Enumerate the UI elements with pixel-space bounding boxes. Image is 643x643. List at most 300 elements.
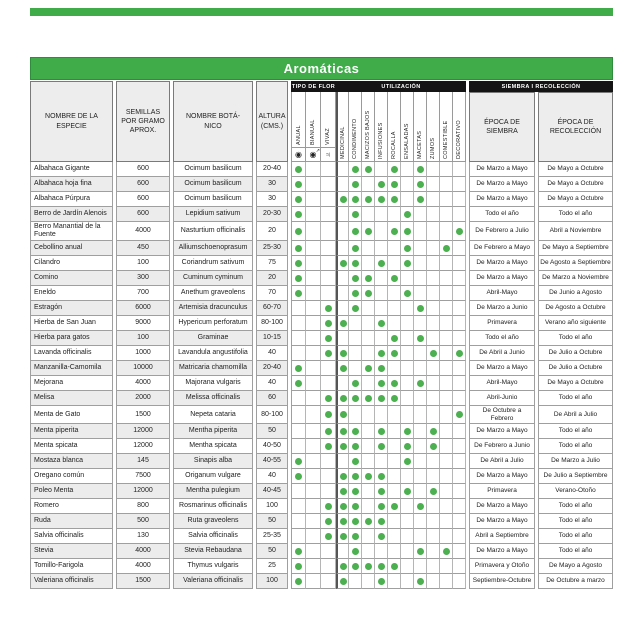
dot-cell bbox=[349, 222, 362, 241]
dot-cell bbox=[306, 271, 321, 286]
dot-cell bbox=[306, 406, 321, 424]
dot-cell bbox=[362, 484, 375, 499]
species-name-cell bbox=[30, 544, 113, 559]
dot-cell bbox=[427, 177, 440, 192]
presence-dot bbox=[340, 518, 347, 525]
dot-cell bbox=[440, 346, 453, 361]
dot-cell bbox=[401, 454, 414, 469]
seeds-per-gram-cell bbox=[116, 391, 170, 406]
seeds-per-gram-cell bbox=[116, 346, 170, 361]
seeds-per-gram-cell bbox=[116, 514, 170, 529]
species-name-cell bbox=[30, 376, 113, 391]
presence-dot bbox=[365, 275, 372, 282]
dot-cell bbox=[414, 424, 427, 439]
dot-cell bbox=[306, 559, 321, 574]
harvest-season-cell bbox=[538, 316, 613, 331]
dot-cell bbox=[321, 499, 336, 514]
sowing-season-cell bbox=[469, 222, 535, 241]
dot-cell bbox=[291, 529, 306, 544]
height-cell bbox=[256, 529, 288, 544]
presence-dot bbox=[365, 395, 372, 402]
util-column-label: DECORATIVO bbox=[456, 120, 462, 159]
col-header-botanical: NOMBRE BOTÁ-NICO bbox=[173, 81, 253, 162]
presence-dot bbox=[391, 196, 398, 203]
harvest-season-cell-text: De Julio a Octubre bbox=[548, 349, 603, 357]
presence-dot bbox=[404, 428, 411, 435]
presence-dot bbox=[378, 563, 385, 570]
dot-cell bbox=[440, 192, 453, 207]
dot-cell bbox=[401, 514, 414, 529]
presence-dot bbox=[365, 518, 372, 525]
dot-cell bbox=[453, 192, 466, 207]
dot-cell bbox=[362, 241, 375, 256]
seeds-per-gram-cell-text: 12000 bbox=[133, 442, 153, 449]
presence-dot bbox=[352, 260, 359, 267]
presence-dot bbox=[340, 473, 347, 480]
table-row bbox=[30, 162, 613, 177]
dot-cell bbox=[427, 454, 440, 469]
dot-cell bbox=[349, 391, 362, 406]
dot-cell bbox=[291, 192, 306, 207]
height-cell bbox=[256, 574, 288, 589]
sowing-season-cell bbox=[469, 361, 535, 376]
dot-cell bbox=[375, 544, 388, 559]
dot-cell bbox=[401, 271, 414, 286]
harvest-season-cell-text: Todo el año bbox=[558, 394, 593, 402]
species-name-cell bbox=[30, 177, 113, 192]
util-column-label: ENSALADAS bbox=[404, 123, 410, 159]
dot-cell bbox=[291, 454, 306, 469]
height-cell-text: 20 bbox=[268, 274, 276, 282]
util-column-header bbox=[375, 92, 388, 162]
dot-cell bbox=[453, 484, 466, 499]
botanical-name-cell-text: Stevia Rebaudana bbox=[184, 547, 242, 554]
height-cell bbox=[256, 301, 288, 316]
presence-dot bbox=[352, 181, 359, 188]
harvest-season-cell bbox=[538, 544, 613, 559]
height-cell-text: 20-40 bbox=[263, 164, 281, 172]
dot-cell bbox=[349, 454, 362, 469]
sowing-season-cell bbox=[469, 559, 535, 574]
dot-cell bbox=[414, 241, 427, 256]
table-row bbox=[30, 331, 613, 346]
seeds-per-gram-cell-text: 9000 bbox=[135, 319, 151, 327]
util-column-header bbox=[414, 92, 427, 162]
dot-cell bbox=[388, 376, 401, 391]
dot-cell bbox=[427, 301, 440, 316]
dot-cell bbox=[321, 454, 336, 469]
dot-cell bbox=[336, 301, 349, 316]
seeds-per-gram-cell bbox=[116, 574, 170, 589]
table-row bbox=[30, 271, 613, 286]
dot-cell bbox=[401, 207, 414, 222]
height-cell-text: 40-55 bbox=[263, 457, 281, 464]
dot-cell bbox=[321, 469, 336, 484]
table-row bbox=[30, 406, 613, 424]
dot-cell bbox=[427, 376, 440, 391]
group-header-flower-type: TIPO DE FLOR bbox=[291, 81, 336, 92]
col-header-harvest-season: ÉPOCA DE RECOLECCIÓN bbox=[538, 92, 613, 162]
sowing-season-cell-text: De Febrero a Julio bbox=[475, 227, 529, 235]
height-cell bbox=[256, 271, 288, 286]
harvest-season-cell-text: De Agosto a Septiembre bbox=[540, 259, 611, 267]
dot-cell bbox=[440, 391, 453, 406]
species-name-cell bbox=[30, 162, 113, 177]
presence-dot bbox=[340, 365, 347, 372]
dot-cell bbox=[349, 241, 362, 256]
harvest-season-cell bbox=[538, 271, 613, 286]
presence-dot bbox=[352, 245, 359, 252]
dot-cell bbox=[362, 469, 375, 484]
seeds-per-gram-cell bbox=[116, 559, 170, 574]
dot-cell bbox=[306, 241, 321, 256]
dot-cell bbox=[349, 192, 362, 207]
dot-cell bbox=[453, 454, 466, 469]
dot-cell bbox=[414, 316, 427, 331]
sowing-season-cell bbox=[469, 544, 535, 559]
dot-cell bbox=[401, 241, 414, 256]
botanical-name-cell-text: Mentha spicata bbox=[189, 442, 237, 449]
species-name-cell-text: Oregano común bbox=[34, 472, 85, 479]
dot-cell bbox=[414, 499, 427, 514]
dot-cell bbox=[440, 177, 453, 192]
presence-dot bbox=[391, 166, 398, 173]
sowing-season-cell-text: De Abril a Julio bbox=[480, 457, 524, 465]
species-name-cell-text: Hierba para gatos bbox=[34, 334, 90, 342]
dot-cell bbox=[440, 222, 453, 241]
dot-cell bbox=[336, 192, 349, 207]
dot-cell bbox=[291, 469, 306, 484]
sowing-season-cell bbox=[469, 391, 535, 406]
dot-cell bbox=[349, 316, 362, 331]
flower-columns bbox=[291, 92, 336, 162]
seeds-per-gram-cell bbox=[116, 484, 170, 499]
util-column-header bbox=[440, 92, 453, 162]
species-name-cell bbox=[30, 207, 113, 222]
dot-cell bbox=[401, 544, 414, 559]
presence-dot bbox=[417, 380, 424, 387]
dot-cell bbox=[362, 454, 375, 469]
presence-dot bbox=[417, 166, 424, 173]
dot-cell bbox=[375, 514, 388, 529]
dot-cell bbox=[362, 574, 375, 589]
dot-cell bbox=[453, 361, 466, 376]
presence-dot bbox=[378, 533, 385, 540]
presence-dot bbox=[340, 411, 347, 418]
presence-dot bbox=[456, 350, 463, 357]
presence-dot bbox=[295, 181, 302, 188]
botanical-name-cell bbox=[173, 192, 253, 207]
dot-cell bbox=[362, 544, 375, 559]
presence-dot bbox=[352, 548, 359, 555]
botanical-name-cell bbox=[173, 559, 253, 574]
dot-cell bbox=[306, 177, 321, 192]
presence-dot bbox=[295, 458, 302, 465]
page-title: Aromáticas bbox=[283, 61, 360, 76]
height-cell-text: 100 bbox=[266, 577, 278, 584]
dot-cell bbox=[336, 331, 349, 346]
height-cell bbox=[256, 177, 288, 192]
dot-cell bbox=[349, 559, 362, 574]
dot-cell bbox=[306, 346, 321, 361]
dot-cell bbox=[388, 406, 401, 424]
dot-cell bbox=[349, 207, 362, 222]
dot-cell bbox=[362, 529, 375, 544]
dot-cell bbox=[321, 177, 336, 192]
seeds-per-gram-cell-text: 300 bbox=[137, 274, 149, 282]
seeds-per-gram-cell bbox=[116, 177, 170, 192]
dot-cell bbox=[453, 391, 466, 406]
harvest-season-cell bbox=[538, 346, 613, 361]
dot-cell bbox=[321, 484, 336, 499]
group-header-utilization: UTILIZACIÓN bbox=[336, 81, 466, 92]
dot-cell bbox=[375, 406, 388, 424]
height-cell-text: 60 bbox=[268, 394, 276, 402]
presence-dot bbox=[365, 563, 372, 570]
util-columns bbox=[336, 92, 466, 162]
species-name-cell-text: Hierba de San Juan bbox=[34, 319, 96, 327]
dot-cell bbox=[375, 439, 388, 454]
util-column-label: COMESTIBLE bbox=[443, 120, 449, 159]
botanical-name-cell bbox=[173, 346, 253, 361]
presence-dot bbox=[391, 181, 398, 188]
presence-dot bbox=[417, 196, 424, 203]
dot-cell bbox=[414, 376, 427, 391]
presence-dot bbox=[325, 335, 332, 342]
height-cell-text: 50 bbox=[268, 517, 276, 524]
sowing-season-cell-text: De Marzo a Junio bbox=[476, 304, 528, 312]
sowing-season-cell bbox=[469, 207, 535, 222]
seeds-per-gram-cell bbox=[116, 241, 170, 256]
dot-cell bbox=[375, 207, 388, 222]
dot-cell bbox=[427, 514, 440, 529]
presence-dot bbox=[404, 211, 411, 218]
sowing-season-cell-text: De Febrero a Mayo bbox=[474, 244, 530, 252]
dot-cell bbox=[440, 256, 453, 271]
height-cell-text: 40-50 bbox=[263, 442, 281, 449]
sowing-season-cell-text: Todo el año bbox=[485, 334, 519, 342]
dot-cell bbox=[401, 301, 414, 316]
presence-dot bbox=[391, 395, 398, 402]
height-cell bbox=[256, 316, 288, 331]
harvest-season-cell-text: De Mayo a Octubre bbox=[547, 165, 604, 173]
dot-cell bbox=[291, 222, 306, 241]
dot-cell bbox=[440, 301, 453, 316]
botanical-name-cell bbox=[173, 271, 253, 286]
dot-cell bbox=[349, 424, 362, 439]
dot-cell bbox=[291, 331, 306, 346]
dot-cell bbox=[388, 256, 401, 271]
dot-cell bbox=[453, 241, 466, 256]
species-name-cell bbox=[30, 331, 113, 346]
sowing-season-cell bbox=[469, 162, 535, 177]
dot-cell bbox=[349, 177, 362, 192]
dot-cell bbox=[401, 499, 414, 514]
dot-cell bbox=[427, 256, 440, 271]
presence-dot bbox=[352, 428, 359, 435]
table-row bbox=[30, 192, 613, 207]
species-name-cell-text: Salvia officinalis bbox=[34, 532, 84, 539]
botanical-name-cell bbox=[173, 406, 253, 424]
sowing-season-cell-text: De Marzo a Mayo bbox=[476, 274, 528, 282]
presence-dot bbox=[340, 443, 347, 450]
table-row bbox=[30, 241, 613, 256]
table-row bbox=[30, 529, 613, 544]
harvest-season-cell-text: De Mayo a Octubre bbox=[547, 195, 604, 203]
aromatics-table bbox=[30, 57, 613, 589]
dot-cell bbox=[291, 177, 306, 192]
presence-dot bbox=[325, 305, 332, 312]
presence-dot bbox=[352, 305, 359, 312]
botanical-name-cell-text: Salvia officinalis bbox=[188, 532, 238, 539]
dot-cell bbox=[440, 316, 453, 331]
seeds-per-gram-cell-text: 450 bbox=[137, 244, 149, 252]
height-cell bbox=[256, 559, 288, 574]
dot-cell bbox=[453, 316, 466, 331]
species-name-cell-text: Ruda bbox=[34, 517, 51, 524]
dot-cell bbox=[349, 406, 362, 424]
species-name-cell-text: Romero bbox=[34, 502, 59, 509]
harvest-season-cell bbox=[538, 439, 613, 454]
dot-cell bbox=[321, 574, 336, 589]
botanical-name-cell bbox=[173, 424, 253, 439]
presence-dot bbox=[378, 428, 385, 435]
seeds-per-gram-cell-text: 6000 bbox=[135, 304, 151, 312]
botanical-name-cell bbox=[173, 376, 253, 391]
dot-cell bbox=[321, 241, 336, 256]
sowing-season-cell-text: Abril-Mayo bbox=[486, 379, 518, 387]
seeds-per-gram-cell-text: 7500 bbox=[135, 472, 151, 479]
dot-cell bbox=[453, 301, 466, 316]
dot-cell bbox=[306, 162, 321, 177]
col-header-sowing-season: ÉPOCA DE SIEMBRA bbox=[469, 92, 535, 162]
species-name-cell bbox=[30, 391, 113, 406]
dot-cell bbox=[362, 256, 375, 271]
sowing-season-cell-text: De Marzo a Mayo bbox=[476, 517, 528, 525]
presence-dot bbox=[295, 365, 302, 372]
table-row bbox=[30, 499, 613, 514]
dot-cell bbox=[321, 192, 336, 207]
height-cell bbox=[256, 256, 288, 271]
botanical-name-cell-text: Majorana vulgaris bbox=[185, 379, 241, 387]
dot-cell bbox=[388, 484, 401, 499]
seeds-per-gram-cell bbox=[116, 316, 170, 331]
dot-cell bbox=[321, 514, 336, 529]
presence-dot bbox=[378, 196, 385, 203]
harvest-season-cell bbox=[538, 331, 613, 346]
dot-cell bbox=[336, 391, 349, 406]
height-cell-text: 25-35 bbox=[263, 532, 281, 539]
height-cell-text: 80-100 bbox=[261, 410, 283, 418]
presence-dot bbox=[352, 395, 359, 402]
botanical-name-cell bbox=[173, 454, 253, 469]
presence-dot bbox=[340, 488, 347, 495]
table-header bbox=[30, 81, 613, 162]
sowing-season-cell bbox=[469, 331, 535, 346]
sowing-season-cell bbox=[469, 346, 535, 361]
dot-cell bbox=[388, 301, 401, 316]
dot-cell bbox=[414, 574, 427, 589]
dot-cell bbox=[291, 316, 306, 331]
sowing-season-cell bbox=[469, 574, 535, 589]
height-cell bbox=[256, 192, 288, 207]
dot-cell bbox=[362, 222, 375, 241]
botanical-name-cell-text: Graminae bbox=[197, 334, 229, 342]
height-cell-text: 25-30 bbox=[263, 244, 281, 252]
species-name-cell bbox=[30, 514, 113, 529]
dot-cell bbox=[336, 316, 349, 331]
table-row bbox=[30, 469, 613, 484]
dot-cell bbox=[375, 316, 388, 331]
seeds-per-gram-cell-text: 800 bbox=[137, 502, 149, 509]
table-row bbox=[30, 316, 613, 331]
biennial-arrow-glyph: ↗ bbox=[315, 148, 320, 154]
dot-cell bbox=[375, 241, 388, 256]
dot-cell bbox=[401, 256, 414, 271]
dot-cell bbox=[375, 286, 388, 301]
dot-cell bbox=[401, 222, 414, 241]
botanical-name-cell-text: Valeriana officinalis bbox=[183, 577, 243, 584]
sowing-season-cell-text: De Marzo a Mayo bbox=[476, 472, 528, 480]
dot-cell bbox=[375, 162, 388, 177]
harvest-season-cell bbox=[538, 406, 613, 424]
dot-cell bbox=[388, 439, 401, 454]
presence-dot bbox=[295, 166, 302, 173]
table-row bbox=[30, 256, 613, 271]
util-column-header bbox=[401, 92, 414, 162]
dot-cell bbox=[362, 346, 375, 361]
dot-cell bbox=[388, 361, 401, 376]
presence-dot bbox=[430, 350, 437, 357]
presence-dot bbox=[325, 320, 332, 327]
presence-dot bbox=[391, 503, 398, 510]
species-name-cell-text: Comino bbox=[34, 274, 59, 282]
dot-cell bbox=[336, 424, 349, 439]
height-cell-text: 80-100 bbox=[261, 319, 283, 327]
botanical-name-cell-text: Ruta graveolens bbox=[187, 517, 239, 524]
dot-cell bbox=[336, 514, 349, 529]
botanical-name-cell-text: Lavandula angustifolia bbox=[178, 349, 248, 357]
dot-cell bbox=[453, 514, 466, 529]
presence-dot bbox=[340, 503, 347, 510]
harvest-season-cell-text: Todo el año bbox=[558, 210, 593, 218]
dot-cell bbox=[349, 529, 362, 544]
dot-cell bbox=[362, 361, 375, 376]
harvest-season-cell bbox=[538, 514, 613, 529]
dot-cell bbox=[321, 544, 336, 559]
sowing-season-cell bbox=[469, 406, 535, 424]
seeds-per-gram-cell bbox=[116, 207, 170, 222]
dot-cell bbox=[388, 222, 401, 241]
dot-cell bbox=[427, 271, 440, 286]
sowing-season-cell bbox=[469, 454, 535, 469]
dot-cell bbox=[414, 469, 427, 484]
dot-cell bbox=[414, 331, 427, 346]
dot-cell bbox=[414, 514, 427, 529]
sowing-season-cell bbox=[469, 499, 535, 514]
species-name-cell-text: Melisa bbox=[34, 394, 55, 402]
dot-cell bbox=[440, 484, 453, 499]
seeds-per-gram-cell bbox=[116, 301, 170, 316]
dot-cell bbox=[321, 439, 336, 454]
botanical-name-cell bbox=[173, 439, 253, 454]
dot-cell bbox=[440, 286, 453, 301]
dot-cell bbox=[388, 454, 401, 469]
presence-dot bbox=[430, 488, 437, 495]
height-cell bbox=[256, 484, 288, 499]
dot-cell bbox=[427, 439, 440, 454]
dot-cell bbox=[440, 454, 453, 469]
